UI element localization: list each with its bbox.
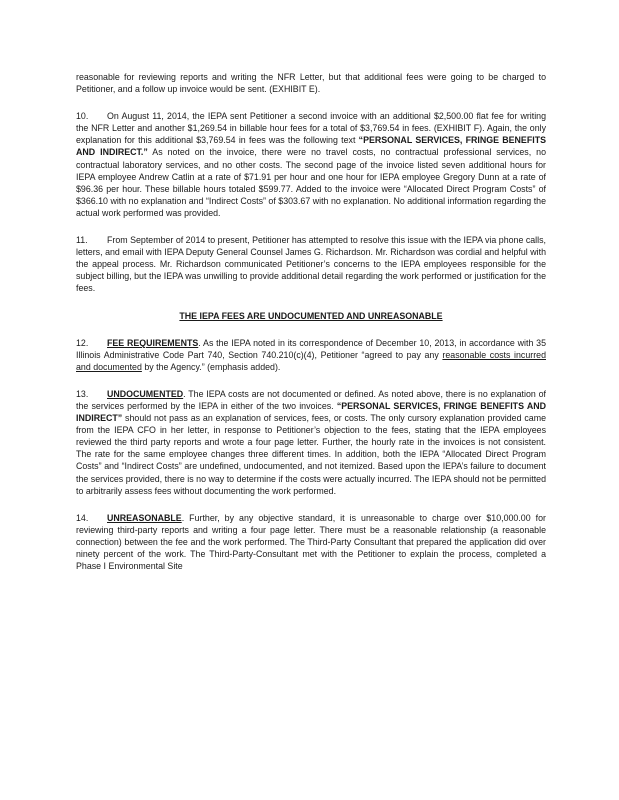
section-heading: THE IEPA FEES ARE UNDOCUMENTED AND UNREASONABLE [179,310,443,321]
paragraph-number: 11. [76,235,88,246]
paragraph-title: UNDOCUMENTED [107,388,184,399]
paragraph-number: 10. [76,111,89,122]
bold-quote: “PERSONAL SERVICES, FRINGE BENEFITS AND INDIRECT.” [76,135,546,158]
paragraph-number: 13. [76,388,89,399]
paragraph-13 [76,388,546,497]
paragraph-text: As noted on the invoice, there were no travel costs, no contractual professional services, no contractual laboratory services, and no other costs. The second page of the invoice listed seven additional hours for IEPA employee Andrew Catlin at a rate of $71.91 per hour and one hour for IEPA employee Gregory Dunn at a rate of $96.36 per hour. These billable hours totaled $599.77. Added to the invoice were “Allocated Direct Program Costs” of $366.10 with no explanation and “Indirect Costs” of $303.67 with no explanation. No additional information regarding the actual work performed was provided. [76,147,546,218]
paragraph-title: UNREASONABLE [107,512,182,523]
paragraph-14 [76,512,546,572]
paragraph-text: reasonable for reviewing reports and writing the NFR Letter, but that additional fees were going to be charged to Petitioner, and a follow up invoice would be sent. (EXHIBIT E). [76,72,546,95]
paragraph-text: . Further, by any objective standard, it is unreasonable to charge over $10,000.00 for reviewing third-party reports and writing a four page letter. There must be a reasonable relationship (a reasonable connection) between the fee and the work performed. The Third-Party Consultant that prepared the application did over ninety percent of the work. The Third-Party-Consultant met with the Petitioner to explain the process, completed a Phase I Environmental Site [76,512,546,572]
underlined-phrase: reasonable costs incurred and documented [76,349,546,372]
paragraph-10 [76,110,546,219]
paragraph-continuation [76,71,546,95]
paragraph-text: should not pass as an explanation of services, fees, or costs. The only cursory explanation provided came from the IEPA CFO in her letter, in response to Petitioner’s objection to the fees, stating that the IEPA employees reviewed the third party reports and wrote a four page letter. Further, the hourly rate in the invoices is not consistent. The rate for the same employee changes three different times. In addition, both the IEPA “Allocated Direct Program Costs” and “Indirect Costs” are undefined, undocumented, and not itemized. Based upon the IEPA’s failure to document the services provided, there is no way to determine if the costs were actually incurred. The IEPA should not be permitted to arbitrarily assess fees without documenting the work performed. [76,413,546,496]
bold-quote: “PERSONAL SERVICES, FRINGE BENEFITS AND INDIRECT” [76,400,546,424]
paragraph-text: . As the IEPA noted in its correspondence of December 10, 2013, in accordance with 35 Illinois Administrative Code Part 740, Section 740.210(c)(4), Petitioner “agreed to pay any [76,337,547,360]
paragraph-11 [76,234,546,294]
paragraph-text: On August 11, 2014, the IEPA sent Petitioner a second invoice with an additional $2,500.00 flat fee for writing the NFR Letter and another $1,269.54 in billable hour fees for a total of $3,769.54 in fees. (EXHIBIT F). Again, the only explanation for this additional $3,769.54 in fees was the following text [76,111,546,146]
paragraph-text: . The IEPA costs are not documented or defined. As noted above, there is no explanation of the services performed by the IEPA in either of the two invoices. [76,388,546,411]
paragraph-12 [76,337,546,373]
paragraph-number: 12. [76,337,89,348]
paragraph-text: by the Agency.” (emphasis added). [141,361,281,372]
paragraph-text: From September of 2014 to present, Petitioner has attempted to resolve this issue with the IEPA via phone calls, letters, and email with IEPA Deputy General Counsel James G. Richardson. Mr. Richardson was cordial and helpful with the appeal process. Mr. Richardson communicated Petitioner’s concerns to the IEPA employees responsible for the subject billing, but the IEPA was unwilling to provide additional detail regarding the work performed or justification for the fees. [76,235,546,294]
paragraph-title: FEE REQUIREMENTS [107,337,199,348]
paragraph-number: 14. [76,512,89,523]
